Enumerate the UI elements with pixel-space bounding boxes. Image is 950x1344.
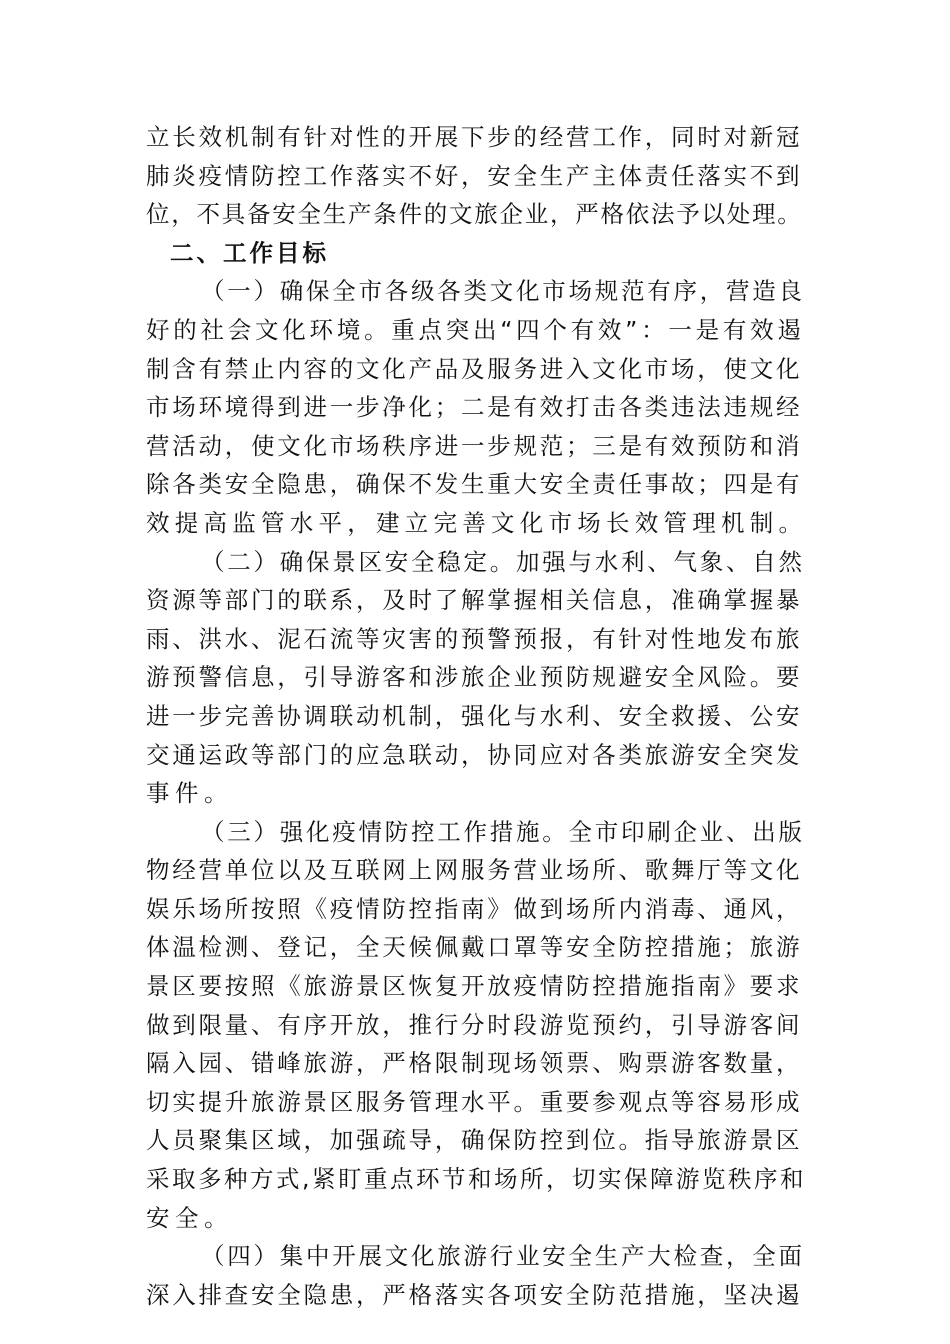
text-line: （一）确保全市各级各类文化市场规范有序，营造良	[201, 277, 805, 306]
text-line: 深入排查安全隐患，严格落实各项安全防范措施，坚决遏	[146, 1280, 803, 1309]
text-line: 物经营单位以及互联网上网服务营业场所、歌舞厅等文化	[146, 856, 803, 885]
text-line: 安全。	[146, 1203, 233, 1232]
text-line: 交通运政等部门的应急联动，协同应对各类旅游安全突发	[146, 740, 803, 769]
text-line: 营活动，使文化市场秩序进一步规范；三是有效预防和消	[146, 431, 803, 460]
text-line: 切实提升旅游景区服务管理水平。重要参观点等容易形成	[146, 1087, 803, 1116]
text-line: 进一步完善协调联动机制，强化与水利、安全救援、公安	[146, 701, 803, 730]
text-line: 好的社会文化环境。重点突出“四个有效”：一是有效遏	[146, 315, 805, 344]
text-line: 做到限量、有序开放，推行分时段游览预约，引导游客间	[146, 1010, 803, 1039]
text-line: 立长效机制有针对性的开展下步的经营工作，同时对新冠	[146, 123, 803, 151]
text-line: 雨、洪水、泥石流等灾害的预警预报，有针对性地发布旅	[146, 624, 803, 653]
text-line: 事件。	[146, 779, 233, 808]
section-heading: 二、工作目标	[170, 238, 329, 267]
text-line: 位，不具备安全生产条件的文旅企业，严格依法予以处理。	[146, 200, 803, 229]
text-line: 制含有禁止内容的文化产品及服务进入文化市场，使文化	[146, 354, 803, 383]
text-line: 景区要按照《旅游景区恢复开放疫情防控措施指南》要求	[146, 972, 803, 1001]
text-line: （三）强化疫情防控工作措施。全市印刷企业、出版	[201, 817, 805, 846]
text-line: （四）集中开展文化旅游行业安全生产大检查，全面	[201, 1242, 805, 1271]
text-line: 体温检测、登记，全天候佩戴口罩等安全防控措施；旅游	[146, 933, 803, 962]
text-line: 人员聚集区域，加强疏导，确保防控到位。指导旅游景区	[146, 1126, 803, 1155]
text-line: 隔入园、错峰旅游，严格限制现场领票、购票游客数量，	[146, 1049, 803, 1078]
text-line: 游预警信息，引导游客和涉旅企业预防规避安全风险。要	[146, 663, 803, 692]
text-line: 采取多种方式,紧盯重点环节和场所，切实保障游览秩序和	[146, 1165, 806, 1194]
text-line: 肺炎疫情防控工作落实不好，安全生产主体责任落实不到	[146, 161, 803, 190]
text-line: 娱乐场所按照《疫情防控指南》做到场所内消毒、通风，	[146, 894, 803, 923]
document-page	[146, 118, 808, 1314]
text-line: 效提高监管水平，建立完善文化市场长效管理机制。	[146, 508, 808, 537]
text-line: （二）确保景区安全稳定。加强与水利、气象、自然	[201, 547, 805, 576]
text-line: 市场环境得到进一步净化；二是有效打击各类违法违规经	[146, 393, 803, 422]
text-line: 资源等部门的联系，及时了解掌握相关信息，准确掌握暴	[146, 586, 803, 615]
text-line: 除各类安全隐患，确保不发生重大安全责任事故；四是有	[146, 470, 803, 499]
